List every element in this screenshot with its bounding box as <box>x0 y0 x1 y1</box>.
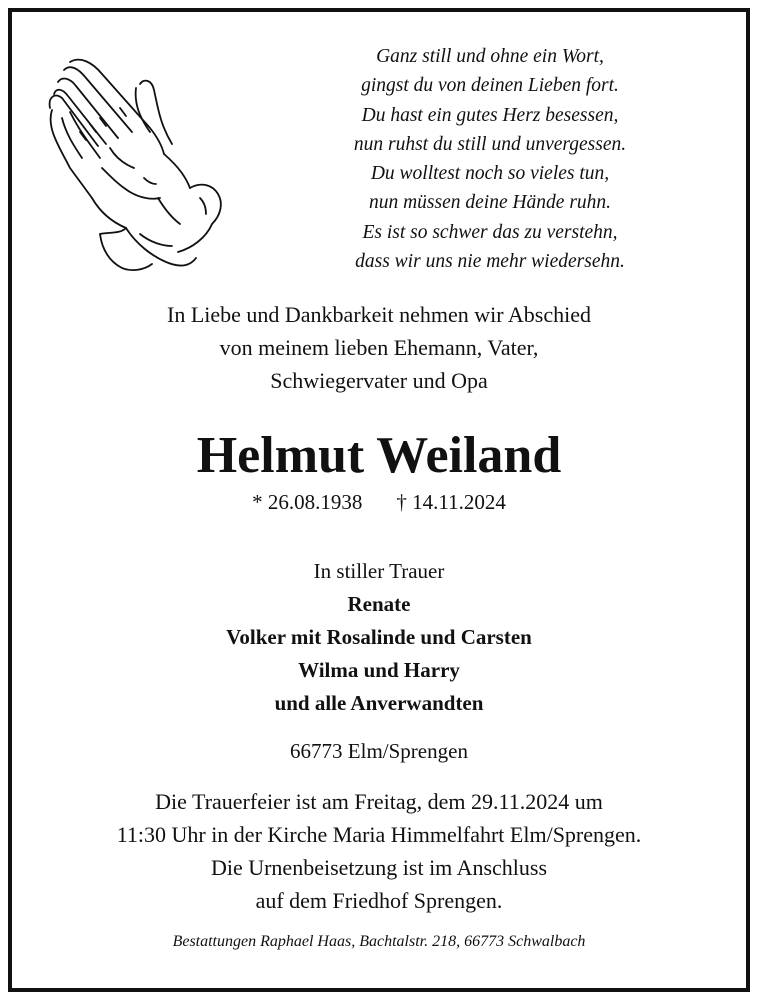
poem-line: Du hast ein gutes Herz besessen, <box>361 104 619 126</box>
service-info <box>0 785 758 917</box>
service-line: Die Urnenbeisetzung ist im Anschluss <box>210 855 548 880</box>
poem-line: nun ruhst du still und unvergessen. <box>353 133 627 155</box>
mourners-list <box>0 588 758 720</box>
poem-line: nun müssen deine Hände ruhn. <box>368 192 612 214</box>
service-line: Die Trauerfeier ist am Freitag, dem 29.11.2024 um <box>155 789 603 814</box>
mourner-name: Wilma und Harry <box>298 658 460 682</box>
poem <box>300 42 680 276</box>
poem-line: dass wir uns nie mehr wiedersehn. <box>355 251 625 273</box>
birth-date: * 26.08.1938 <box>252 490 363 514</box>
poem-line: Du wolltest noch so vieles tun, <box>370 163 610 185</box>
poem-line: gingst du von deinen Lieben fort. <box>361 75 619 97</box>
mourner-name: Renate <box>347 592 411 616</box>
intro-line: In Liebe und Dankbarkeit nehmen wir Abschied <box>167 302 591 327</box>
intro-line: Schwiegervater und Opa <box>270 368 488 393</box>
poem-line: Ganz still und ohne ein Wort, <box>376 46 604 67</box>
service-line: auf dem Friedhof Sprengen. <box>255 888 503 913</box>
praying-hands-icon <box>40 48 230 278</box>
poem-line: Es ist so schwer das zu verstehn, <box>362 221 618 243</box>
death-date: † 14.11.2024 <box>396 490 506 514</box>
mourner-name: und alle Anverwandten <box>274 691 484 715</box>
deceased-name: Helmut Weiland <box>196 427 562 484</box>
farewell-intro <box>0 298 758 397</box>
intro-line: von meinem lieben Ehemann, Vater, <box>219 335 539 360</box>
undertaker-line: Bestattungen Raphael Haas, Bachtalstr. 218, 66773 Schwalbach <box>172 933 586 950</box>
mourning-heading: In stiller Trauer <box>313 559 445 583</box>
mourner-name: Volker mit Rosalinde und Carsten <box>226 625 532 649</box>
place: 66773 Elm/Sprengen <box>290 739 468 763</box>
service-line: 11:30 Uhr in der Kirche Maria Himmelfahrt Elm/Sprengen. <box>116 822 642 847</box>
life-dates <box>0 488 758 516</box>
